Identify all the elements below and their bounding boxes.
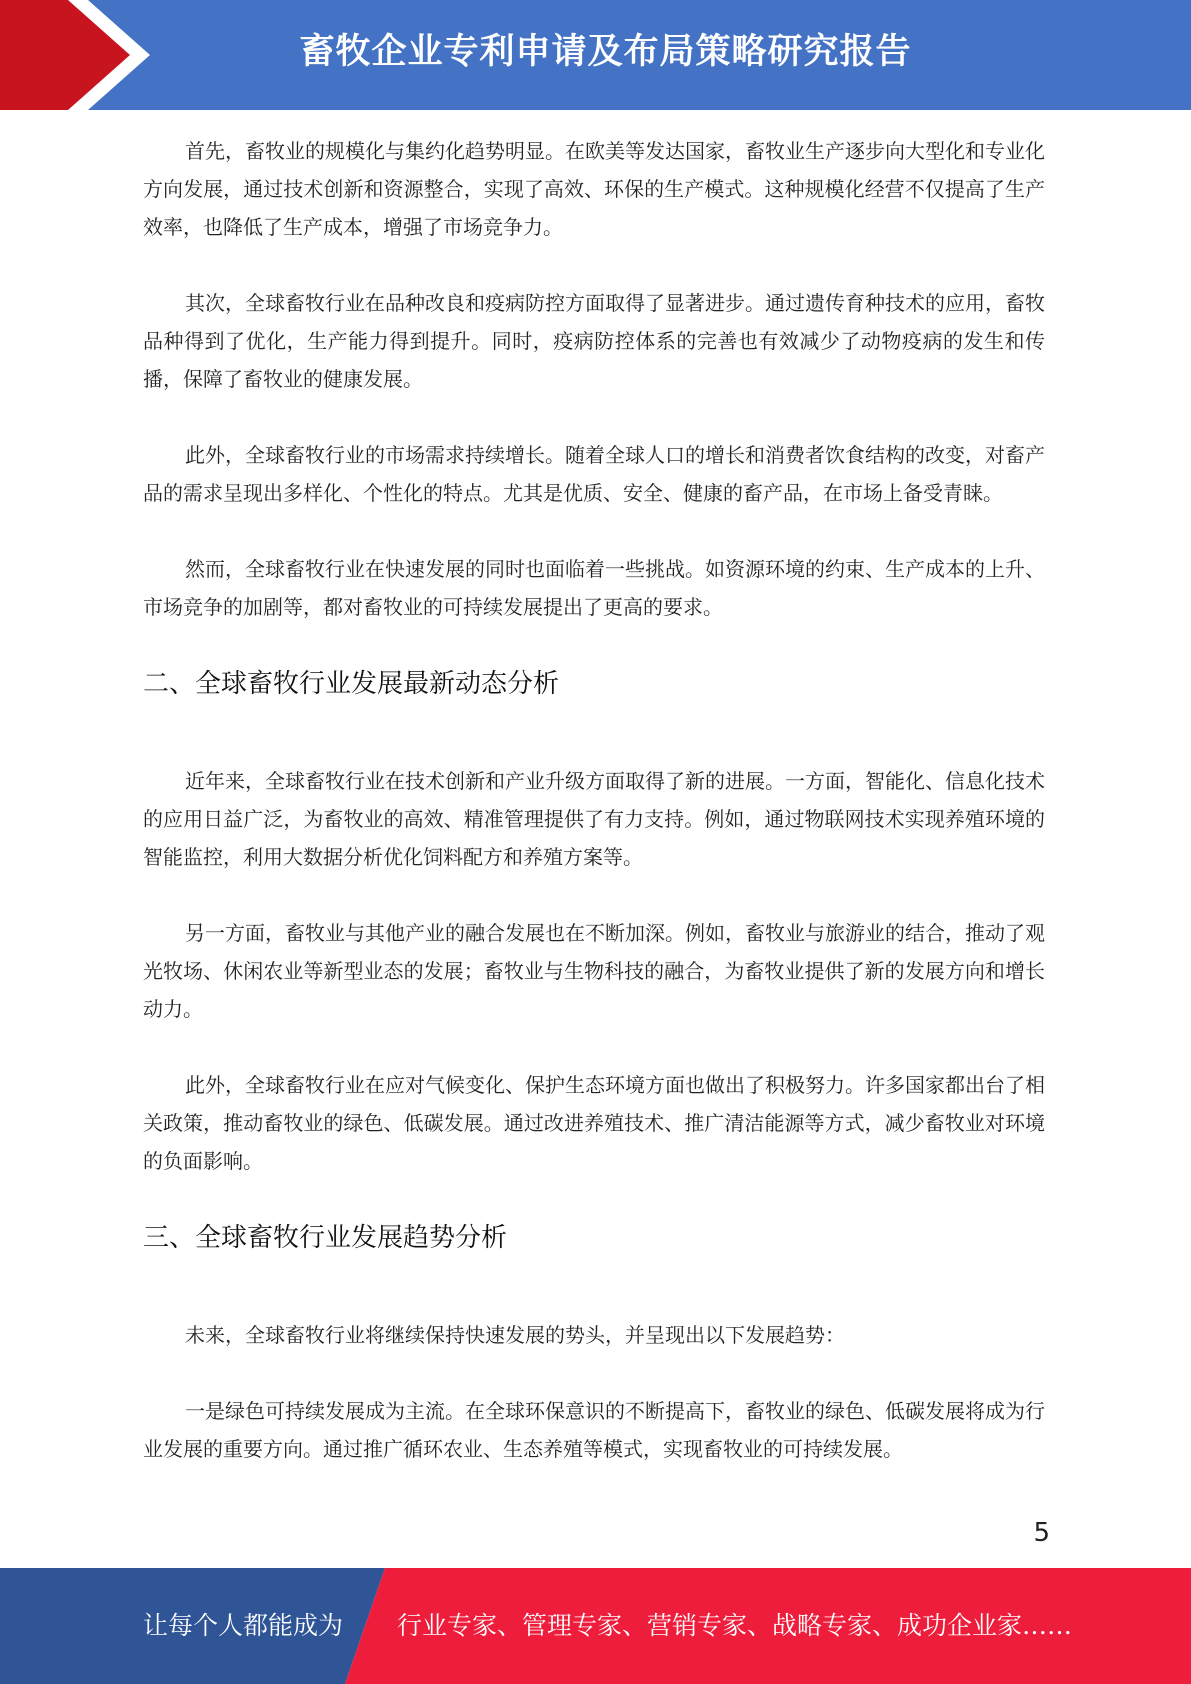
body-paragraph: 近年来，全球畜牧行业在技术创新和产业升级方面取得了新的进展。一方面，智能化、信息化技术的应用日益广泛，为畜牧业的高效、精准管理提供了有力支持。例如，通过物联网技术实现养殖环境的智能监控，利用大数据分析优化饲料配方和养殖方案等。 <box>143 769 1045 869</box>
body-paragraph: 首先，畜牧业的规模化与集约化趋势明显。在欧美等发达国家，畜牧业生产逐步向大型化和专业化方向发展，通过技术创新和资源整合，实现了高效、环保的生产模式。这种规模化经营不仅提高了生产效率，也降低了生产成本，增强了市场竞争力。 <box>143 139 1045 239</box>
body-paragraph: 未来，全球畜牧行业将继续保持快速发展的势头，并呈现出以下发展趋势： <box>185 1323 845 1347</box>
body-paragraph: 此外，全球畜牧行业的市场需求持续增长。随着全球人口的增长和消费者饮食结构的改变，对畜产品的需求呈现出多样化、个性化的特点。尤其是优质、安全、健康的畜产品，在市场上备受青睐。 <box>143 443 1045 505</box>
report-title: 畜牧企业专利申请及布局策略研究报告 <box>299 32 912 72</box>
body-paragraph: 其次，全球畜牧行业在品种改良和疫病防控方面取得了显著进步。通过遗传育种技术的应用，畜牧品种得到了优化，生产能力得到提升。同时，疫病防控体系的完善也有效减少了动物疫病的发生和传播，保障了畜牧业的健康发展。 <box>143 291 1045 391</box>
body-paragraph: 一是绿色可持续发展成为主流。在全球环保意识的不断提高下，畜牧业的绿色、低碳发展将成为行业发展的重要方向。通过推广循环农业、生态养殖等模式，实现畜牧业的可持续发展。 <box>143 1399 1045 1461</box>
footer-slogan-right: 行业专家、管理专家、营销专家、战略专家、成功企业家…… <box>397 1611 1073 1640</box>
page-number: 5 <box>1033 1518 1050 1548</box>
footer-slogan-left: 让每个人都能成为 <box>143 1611 344 1640</box>
section-heading: 二、全球畜牧行业发展最新动态分析 <box>143 669 560 699</box>
page-header <box>0 0 1191 110</box>
body-paragraph: 另一方面，畜牧业与其他产业的融合发展也在不断加深。例如，畜牧业与旅游业的结合，推动了观光牧场、休闲农业等新型业态的发展；畜牧业与生物科技的融合，为畜牧业提供了新的发展方向和增长动力。 <box>143 921 1045 1021</box>
body-paragraph: 此外，全球畜牧行业在应对气候变化、保护生态环境方面也做出了积极努力。许多国家都出台了相关政策，推动畜牧业的绿色、低碳发展。通过改进养殖技术、推广清洁能源等方式，减少畜牧业对环境的负面影响。 <box>143 1073 1045 1173</box>
document-body <box>143 132 1045 1506</box>
body-paragraph: 然而，全球畜牧行业在快速发展的同时也面临着一些挑战。如资源环境的约束、生产成本的上升、市场竞争的加剧等，都对畜牧业的可持续发展提出了更高的要求。 <box>143 557 1045 619</box>
section-heading: 三、全球畜牧行业发展趋势分析 <box>143 1223 508 1253</box>
page-footer <box>0 1568 1191 1684</box>
